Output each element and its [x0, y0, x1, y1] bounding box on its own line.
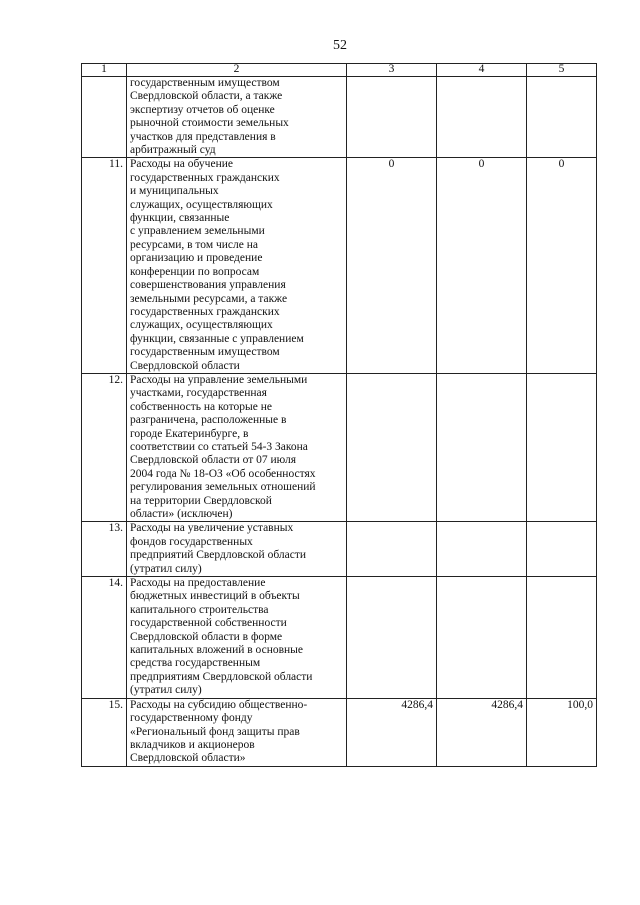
header-cell-5: 5 — [527, 64, 597, 77]
header-cell-2: 2 — [127, 64, 347, 77]
row-value-col3 — [347, 577, 437, 699]
table-row — [82, 698, 597, 766]
table-row — [82, 373, 597, 521]
table-row — [82, 77, 597, 158]
row-value-col4 — [437, 77, 527, 158]
row-value-col3 — [347, 522, 437, 577]
row-value-col5 — [527, 577, 597, 699]
row-value-col5 — [527, 373, 597, 521]
row-number: 15. — [82, 698, 127, 766]
table-header-row — [82, 64, 597, 77]
header-cell-1: 1 — [82, 64, 127, 77]
row-value-col3: 0 — [347, 158, 437, 374]
row-number: 14. — [82, 577, 127, 699]
table-row — [82, 522, 597, 577]
row-value-col4: 0 — [437, 158, 527, 374]
row-value-col3 — [347, 373, 437, 521]
row-description: Расходы на предоставление бюджетных инвестиций в объекты капитального строительства государственной собственности Свердловской области в форме капитальных вложений в основные средства государственным предприятиям Свердловской области (утратил силу) — [127, 577, 347, 699]
table-row — [82, 158, 597, 374]
table-row — [82, 577, 597, 699]
row-value-col5: 0 — [527, 158, 597, 374]
budget-table — [81, 63, 597, 767]
row-description: Расходы на субсидию общественно- государственному фонду «Региональный фонд защиты прав вкладчиков и акционеров Свердловской области» — [127, 698, 347, 766]
row-value-col4 — [437, 577, 527, 699]
row-number: 11. — [82, 158, 127, 374]
header-cell-4: 4 — [437, 64, 527, 77]
header-cell-3: 3 — [347, 64, 437, 77]
row-value-col3 — [347, 77, 437, 158]
row-description: государственным имуществом Свердловской области, а также экспертизу отчетов об оценке рыночной стоимости земельных участков для представления в арбитражный суд — [127, 77, 347, 158]
row-number — [82, 77, 127, 158]
row-number: 13. — [82, 522, 127, 577]
row-description: Расходы на увеличение уставных фондов государственных предприятий Свердловской области (утратил силу) — [127, 522, 347, 577]
row-description: Расходы на обучение государственных гражданских и муниципальных служащих, осуществляющих функции, связанные с управлением земельными ресурсами, в том числе на организацию и проведение конференции по вопросам совершенствования управления земельными ресурсами, а также государственных гражданских служащих, осуществляющих функции, связанные с управлением государственным имуществом Свердловской области — [127, 158, 347, 374]
row-value-col5 — [527, 77, 597, 158]
row-value-col3: 4286,4 — [347, 698, 437, 766]
page-number: 52 — [333, 38, 347, 53]
row-value-col4: 4286,4 — [437, 698, 527, 766]
row-value-col4 — [437, 373, 527, 521]
row-number: 12. — [82, 373, 127, 521]
row-value-col4 — [437, 522, 527, 577]
row-value-col5: 100,0 — [527, 698, 597, 766]
row-value-col5 — [527, 522, 597, 577]
row-description: Расходы на управление земельными участками, государственная собственность на которые не разграничена, расположенные в городе Екатеринбурге, в соответствии со статьей 54-3 Закона Свердловской области от 07 июля 2004 года № 18-ОЗ «Об особенностях регулирования земельных отношений на территории Свердловской области» (исключен) — [127, 373, 347, 521]
